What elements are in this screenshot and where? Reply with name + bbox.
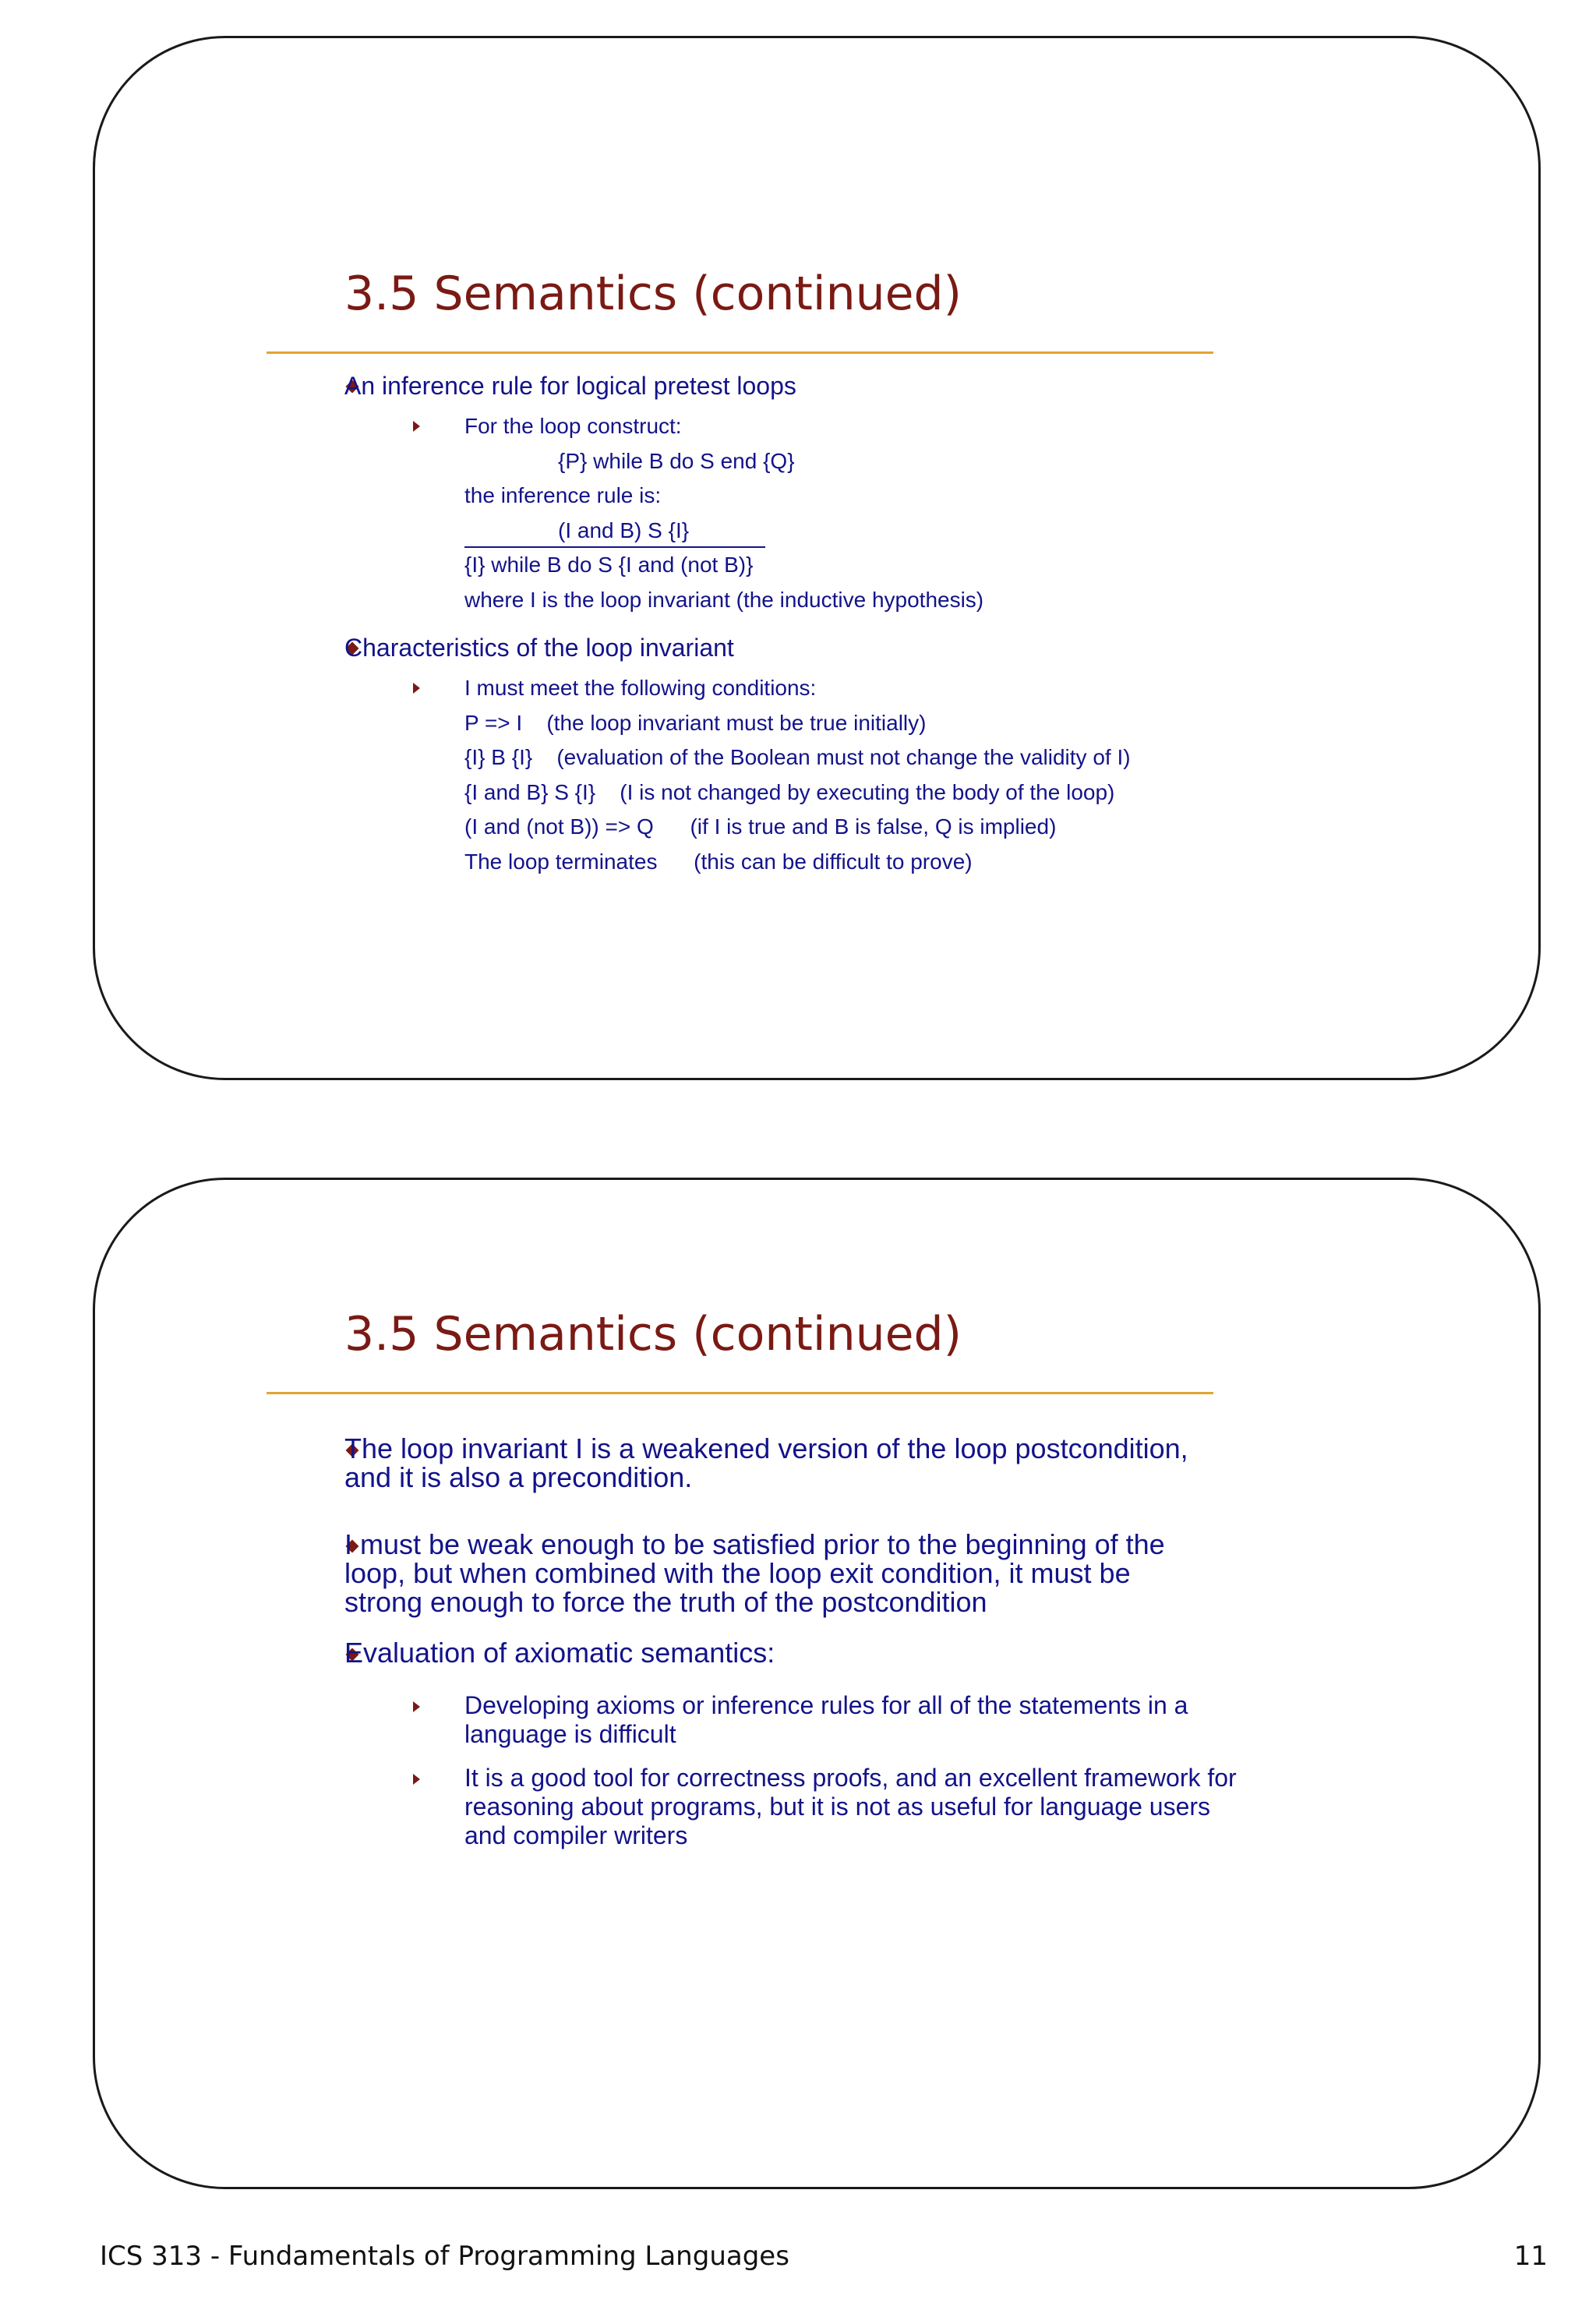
rule-premise: (I and B) S {I}	[558, 518, 690, 542]
sub-bullet-conditions: I must meet the following conditions:	[464, 676, 817, 700]
bullet-inference-rule: An inference rule for logical pretest loops	[344, 372, 796, 400]
condition-row	[464, 816, 1056, 838]
text-line: It is a good tool for correctness proofs, and an excellent framework for	[464, 1764, 1237, 1792]
condition-expr: {I} B {I}	[464, 745, 533, 769]
bullet-characteristics: Characteristics of the loop invariant	[344, 634, 734, 662]
condition-row	[464, 851, 973, 873]
condition-note: (evaluation of the Boolean must not change the validity of I)	[556, 745, 1131, 769]
condition-row	[464, 782, 1114, 804]
condition-note: (the loop invariant must be true initially)	[546, 711, 927, 735]
text-line: language is difficult	[464, 1720, 676, 1748]
bullet-weakened-version	[344, 1434, 1188, 1492]
text-line: I must be weak enough to be satisfied prior to the beginning of the	[344, 1528, 1165, 1560]
text-line: Developing axioms or inference rules for all of the statements in a	[464, 1691, 1188, 1719]
text-line: The loop invariant I is a weakened version of the loop postcondition,	[344, 1432, 1188, 1464]
inference-rule-label: the inference rule is:	[464, 483, 662, 507]
slide-title: 3.5 Semantics (continued)	[344, 1307, 962, 1362]
condition-expr: (I and (not B)) => Q	[464, 814, 654, 839]
sub-bullet-loop-construct: For the loop construct:	[464, 414, 682, 438]
text-line: strong enough to force the truth of the postcondition	[344, 1586, 987, 1618]
text-line: and compiler writers	[464, 1821, 688, 1849]
slide-2	[93, 1178, 1541, 2189]
slide-1	[93, 36, 1541, 1080]
text-line: reasoning about programs, but it is not as useful for language users	[464, 1793, 1211, 1821]
condition-note: (I is not changed by executing the body of the loop)	[620, 780, 1115, 804]
text-line: Evaluation of axiomatic semantics:	[344, 1637, 775, 1669]
condition-expr: The loop terminates	[464, 849, 658, 874]
condition-note: (if I is true and B is false, Q is implied)	[690, 814, 1057, 839]
condition-row	[464, 712, 926, 734]
loop-construct-expr: {P} while B do S end {Q}	[558, 449, 795, 473]
condition-expr: P => I	[464, 711, 523, 735]
condition-note: (this can be difficult to prove)	[694, 849, 973, 874]
sub-bullet-developing-axioms	[464, 1691, 1188, 1749]
footer-course: ICS 313 - Fundamentals of Programming Languages	[100, 2241, 789, 2272]
title-underline	[267, 351, 1213, 354]
condition-expr: {I and B} S {I}	[464, 780, 596, 804]
condition-row	[464, 747, 1131, 768]
text-line: loop, but when combined with the loop exit condition, it must be	[344, 1557, 1131, 1589]
rule-conclusion: {I} while B do S {I and (not B)}	[464, 553, 754, 577]
triangle-bullet-icon	[413, 1701, 420, 1712]
bullet-weak-enough	[344, 1530, 1165, 1616]
text-line: and it is also a precondition.	[344, 1461, 693, 1493]
title-underline	[267, 1392, 1213, 1394]
bullet-evaluation	[344, 1638, 775, 1667]
slide-title: 3.5 Semantics (continued)	[344, 267, 962, 321]
triangle-bullet-icon	[413, 1774, 420, 1785]
triangle-bullet-icon	[413, 421, 420, 432]
sub-bullet-good-tool	[464, 1764, 1237, 1850]
page-number: 11	[1513, 2241, 1548, 2272]
fraction-bar	[464, 546, 765, 548]
triangle-bullet-icon	[413, 683, 420, 694]
invariant-explanation: where I is the loop invariant (the inductive hypothesis)	[464, 588, 984, 612]
